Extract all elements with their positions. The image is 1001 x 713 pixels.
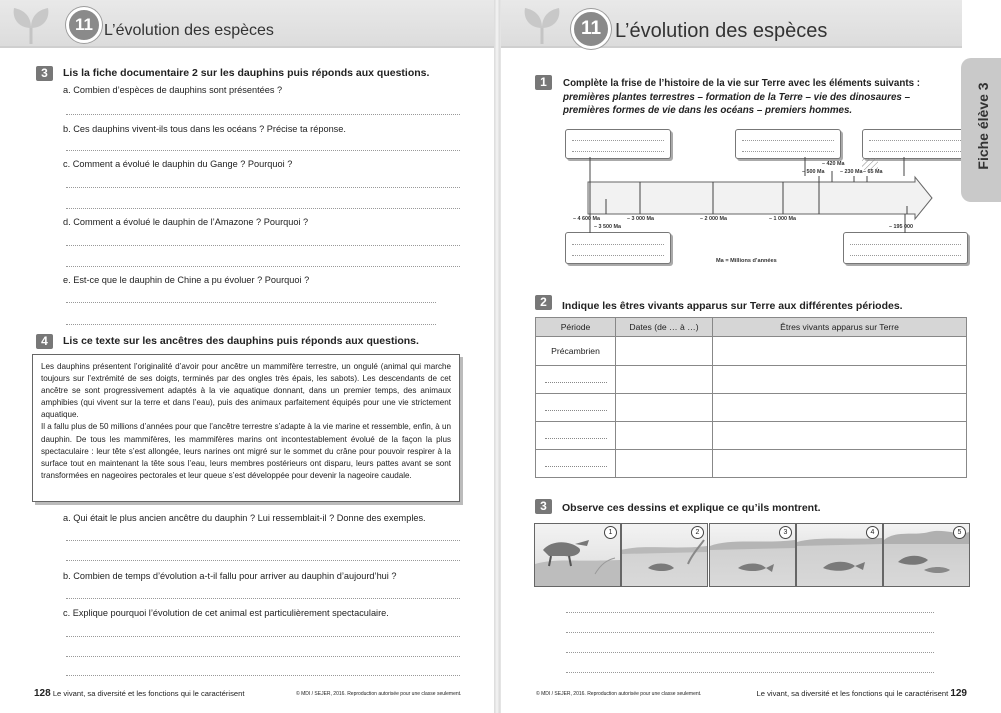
- drawing-number: 2: [691, 526, 704, 539]
- question-4b: b. Combien de temps d’évolution a-t-il fallu pour arriver au dauphin d’aujourd’hui ?: [63, 571, 397, 581]
- period-cell[interactable]: [536, 422, 616, 450]
- table-row: [536, 394, 967, 422]
- sprout-icon: [519, 4, 565, 44]
- running-title: Le vivant, sa diversité et les fonctions qui le caractérisent: [756, 689, 949, 698]
- exercise-1-title: Complète la frise de l’histoire de la vie sur Terre avec les éléments suivants :: [563, 78, 921, 89]
- answer-line[interactable]: [66, 656, 460, 657]
- frise-answer-box[interactable]: [565, 232, 671, 264]
- period-cell[interactable]: [536, 366, 616, 394]
- beings-cell[interactable]: [713, 366, 967, 394]
- period-cell[interactable]: [536, 394, 616, 422]
- timeline-label: – 3 000 Ma: [627, 216, 654, 222]
- timeline-legend: Ma = Millions d’années: [716, 258, 777, 264]
- answer-line[interactable]: [66, 675, 460, 676]
- dates-cell[interactable]: [616, 422, 713, 450]
- dates-cell[interactable]: [616, 394, 713, 422]
- chapter-title: L’évolution des espèces: [615, 20, 828, 42]
- exercise-4-title: Lis ce texte sur les ancêtres des dauphins puis réponds aux questions.: [63, 335, 419, 347]
- exercise-3-badge: 3: [535, 499, 552, 514]
- column-header: Dates (de … à …): [616, 318, 713, 337]
- exercise-1-elements: premières plantes terrestres – formation de la Terre – vie des dinosaures – premières formes de vie dans les océans – premiers hommes.: [563, 92, 911, 116]
- answer-line[interactable]: [66, 636, 460, 637]
- drawing-number: 3: [779, 526, 792, 539]
- sprout-icon: [8, 4, 54, 44]
- answer-line[interactable]: [66, 208, 460, 209]
- timeline-label: – 195 000: [889, 224, 913, 230]
- page-number: 129: [950, 688, 967, 699]
- copyright-notice: © MDI / SEJER, 2016. Reproduction autorisée pour une classe seulement.: [296, 691, 462, 697]
- periods-table: [535, 317, 967, 478]
- answer-line[interactable]: [566, 612, 934, 613]
- answer-line[interactable]: [66, 150, 460, 151]
- answer-line[interactable]: [66, 560, 460, 561]
- question-4a: a. Qui était le plus ancien ancêtre du dauphin ? Lui ressemblait-il ? Donne des exemples.: [63, 513, 426, 523]
- question-3a: a. Combien d’espèces de dauphins sont présentées ?: [63, 85, 283, 95]
- evolution-drawing: [534, 523, 621, 587]
- frise-answer-box[interactable]: [565, 129, 671, 159]
- frise-answer-box[interactable]: [843, 232, 968, 264]
- drawing-number: 1: [604, 526, 617, 539]
- right-header-band: [501, 0, 962, 48]
- answer-line[interactable]: [566, 672, 934, 673]
- dates-cell[interactable]: [616, 450, 713, 478]
- column-header: Êtres vivants apparus sur Terre: [713, 318, 967, 337]
- left-footer: [34, 688, 244, 699]
- evolution-drawing: [883, 523, 970, 587]
- dolphin-text-box: [32, 354, 460, 502]
- timeline-label: – 4 600 Ma: [573, 216, 600, 222]
- right-footer: [757, 688, 967, 699]
- timeline-label: – 65 Ma: [863, 169, 883, 175]
- page-number: 128: [34, 688, 51, 699]
- answer-line[interactable]: [66, 324, 436, 325]
- text-paragraph-1: Les dauphins présentent l’originalité d’avoir pour ancêtre un mammifère terrestre, un ongulé (animal qui marche toujours sur l’extrémité de ses doigts, terminés par des ongles très épais, les sabots). Les descendants de cet ancêtre se sont progressivement adaptés à la vie aquatique donnant, dans un premier temps, des animaux amphibies (qui vivent sur la terre et dans l’eau), puis des animaux parfaitement équipés pour une vie strictement aquatique.: [41, 362, 451, 420]
- column-header: Période: [536, 318, 616, 337]
- evolution-drawing: [709, 523, 796, 587]
- timeline-label: – 3 500 Ma: [594, 224, 621, 230]
- dates-cell[interactable]: [616, 337, 713, 366]
- beings-cell[interactable]: [713, 337, 967, 366]
- answer-line[interactable]: [566, 652, 934, 653]
- chapter-number-badge: 11: [66, 7, 102, 43]
- exercise-2-title: Indique les êtres vivants apparus sur Terre aux différentes périodes.: [562, 300, 903, 312]
- evolution-drawing: [796, 523, 883, 587]
- answer-line[interactable]: [66, 540, 460, 541]
- drawing-number: 5: [953, 526, 966, 539]
- question-4c: c. Explique pourquoi l’évolution de cet animal est particulièrement spectaculaire.: [63, 608, 389, 618]
- question-3d: d. Comment a évolué le dauphin de l’Amazone ? Pourquoi ?: [63, 217, 309, 227]
- drawing-number: 4: [866, 526, 879, 539]
- chapter-title: L’évolution des espèces: [104, 22, 274, 39]
- answer-line[interactable]: [66, 114, 460, 115]
- chapter-number-badge: 11: [571, 9, 611, 49]
- answer-line[interactable]: [66, 266, 460, 267]
- exercise-2-badge: 2: [535, 295, 552, 310]
- table-row: [536, 422, 967, 450]
- table-row: [536, 337, 967, 366]
- timeline-label: – 500 Ma: [802, 169, 825, 175]
- timeline-label: – 230 Ma: [840, 169, 863, 175]
- exercise-3-title: Observe ces dessins et explique ce qu’ils montrent.: [562, 502, 821, 514]
- running-title: Le vivant, sa diversité et les fonctions qui le caractérisent: [52, 689, 245, 698]
- answer-line[interactable]: [66, 598, 460, 599]
- beings-cell[interactable]: [713, 394, 967, 422]
- fiche-eleve-tab: [961, 58, 1001, 202]
- beings-cell[interactable]: [713, 450, 967, 478]
- timeline-label: – 2 000 Ma: [700, 216, 727, 222]
- beings-cell[interactable]: [713, 422, 967, 450]
- question-3c: c. Comment a évolué le dauphin du Gange ? Pourquoi ?: [63, 159, 293, 169]
- period-cell: Précambrien: [536, 337, 616, 366]
- exercise-4-badge: 4: [36, 334, 53, 349]
- answer-line[interactable]: [566, 632, 934, 633]
- period-cell[interactable]: [536, 450, 616, 478]
- answer-line[interactable]: [66, 302, 436, 303]
- frise-answer-box[interactable]: [735, 129, 841, 159]
- left-page: [0, 0, 495, 713]
- answer-line[interactable]: [66, 245, 460, 246]
- table-header-row: [536, 318, 967, 337]
- question-3e: e. Est-ce que le dauphin de Chine a pu évoluer ? Pourquoi ?: [63, 275, 310, 285]
- table-row: [536, 450, 967, 478]
- dates-cell[interactable]: [616, 366, 713, 394]
- frise-answer-box[interactable]: [862, 129, 968, 159]
- timeline-label: – 1 000 Ma: [769, 216, 796, 222]
- answer-line[interactable]: [66, 187, 460, 188]
- exercise-1-badge: 1: [535, 75, 552, 90]
- question-3b: b. Ces dauphins vivent-ils tous dans les océans ? Précise ta réponse.: [63, 124, 346, 134]
- text-paragraph-2: Il a fallu plus de 50 millions d’années pour que l’ancêtre terrestre s’adapte à la vie marine et ressemble, enfin, à un dauphin. De tous les mammifères, les mammifères marins ont incontestablement évolué de la façon la plus spectaculaire : leur tête s’est allongée, leurs narines ont migré sur le sommet du crâne pour pouvoir respirer à la surface tout en maintenant la tête sous l’eau, leurs membres postérieurs ont disparu, leurs pattes avant se sont transformées en nageoires pectorales et leur queue s’est développée pour devenir la nageoire caudale.: [41, 422, 451, 480]
- exercise-3-title: Lis la fiche documentaire 2 sur les dauphins puis réponds aux questions.: [63, 67, 430, 79]
- table-row: [536, 366, 967, 394]
- copyright-notice: © MDI / SEJER, 2016. Reproduction autorisée pour une classe seulement.: [536, 691, 702, 697]
- exercise-3-badge: 3: [36, 66, 53, 81]
- timeline-label: – 420 Ma: [822, 161, 845, 167]
- left-header-band: [0, 0, 494, 48]
- side-tab-label: Fiche élève 3: [975, 82, 991, 170]
- evolution-drawing: [621, 523, 708, 587]
